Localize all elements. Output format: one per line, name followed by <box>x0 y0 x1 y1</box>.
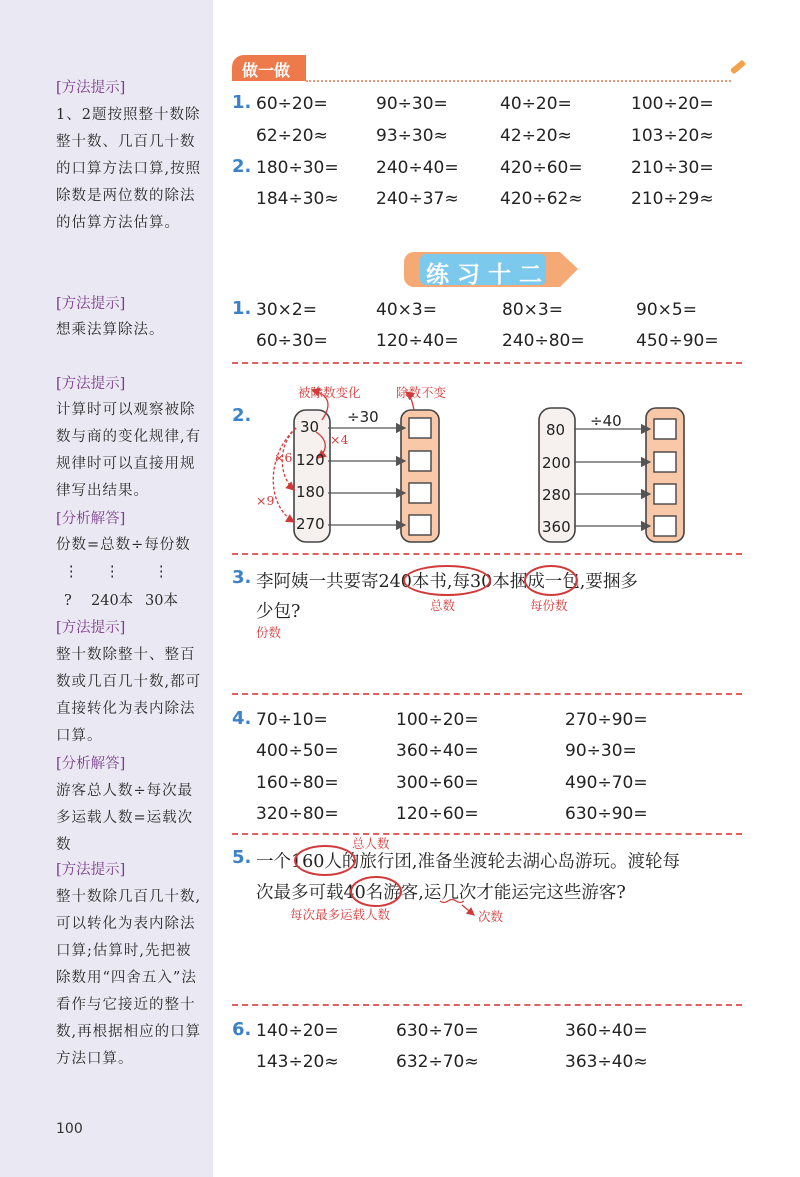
exercise: 30×2= <box>256 300 317 320</box>
exercise: 490÷70= <box>565 773 648 793</box>
exercise: 42÷20≈ <box>500 126 572 146</box>
divider <box>232 1004 742 1006</box>
analysis-heading: [分析解答] <box>56 511 126 527</box>
exercise: 62÷20≈ <box>256 126 328 146</box>
word-problem-line2: 少包? <box>256 602 301 622</box>
vertical-dots: ⋮ <box>154 564 169 580</box>
dividend-value: 200 <box>542 454 571 472</box>
dividend-value: 120 <box>296 451 325 469</box>
method-hint-heading: [方法提示] <box>56 620 126 636</box>
word-problem: 李阿姨一共要寄240本书,每30本捆成一包,要捆多 <box>256 572 638 592</box>
dividend-value: 80 <box>546 421 566 439</box>
method-hint-text: 整十数除整十、整百数或几百几十数,都可直接转化为表内除法口算。 <box>56 647 202 744</box>
section-tag: 做一做 <box>242 61 291 80</box>
analysis-value: ? <box>64 593 72 609</box>
exercise: 420÷60= <box>500 158 583 178</box>
method-hint-heading: [方法提示] <box>56 376 126 392</box>
question-number: 4. <box>232 708 252 729</box>
exercise: 143÷20≈ <box>256 1052 339 1072</box>
exercise-title: 练习十二 <box>426 262 550 288</box>
annotation: 每次最多运载人数 <box>290 907 391 922</box>
vertical-dots: ⋮ <box>105 564 120 580</box>
exercise: 40÷20= <box>500 94 572 114</box>
exercise: 363÷40≈ <box>565 1052 648 1072</box>
dividend-value: 270 <box>296 515 325 533</box>
word-problem: 一个160人的旅行团,准备坐渡轮去湖心岛游玩。渡轮每 <box>256 852 680 872</box>
annotation: 除数不变 <box>396 385 447 400</box>
exercise: 180÷30= <box>256 158 339 178</box>
analysis-value: 240本 <box>91 593 134 609</box>
exercise: 93÷30≈ <box>376 126 448 146</box>
exercise: 270÷90= <box>565 710 648 730</box>
analysis-text: 份数=总数÷每份数 <box>56 537 191 553</box>
analysis-heading: [分析解答] <box>56 756 126 772</box>
exercise: 210÷29≈ <box>631 189 714 209</box>
exercise: 90÷30= <box>565 741 637 761</box>
question-number: 5. <box>232 847 252 868</box>
exercise: 400÷50= <box>256 741 339 761</box>
exercise: 184÷30≈ <box>256 189 339 209</box>
method-hint-text: 整十数除几百几十数,可以转化为表内除法口算;估算时,先把被除数用“四舍五入”法看作与它接近的整十数,再根据相应的口算方法口算。 <box>56 889 202 1067</box>
exercise: 360÷40= <box>565 1021 648 1041</box>
page-number: 100 <box>56 1121 83 1137</box>
exercise: 60÷30= <box>256 331 328 351</box>
operation-label: ÷40 <box>590 412 622 430</box>
dividend-value: 360 <box>542 518 571 536</box>
exercise: 300÷60= <box>396 773 479 793</box>
annotation: ×6 <box>274 450 293 465</box>
method-hint-text: 1、2题按照整十数除整十数、几百几十数的口算方法口算,按照除数是两位数的除法的估算方法估算。 <box>56 107 202 231</box>
question-number: 2. <box>232 405 252 426</box>
highlight-per: 40名 <box>343 883 384 903</box>
dividend-value: 30 <box>300 418 320 436</box>
exercise: 160÷80= <box>256 773 339 793</box>
exercise: 210÷30= <box>631 158 714 178</box>
exercise: 320÷80= <box>256 804 339 824</box>
exercise: 420÷62≈ <box>500 189 583 209</box>
highlight-per: 30本 <box>469 572 510 592</box>
exercise: 40×3= <box>376 300 437 320</box>
annotation: 总数 <box>430 598 456 613</box>
exercise: 100÷20= <box>396 710 479 730</box>
method-hint-heading: [方法提示] <box>56 862 126 878</box>
exercise: 360÷40= <box>396 741 479 761</box>
exercise: 630÷90= <box>565 804 648 824</box>
dividend-value: 280 <box>542 486 571 504</box>
annotation: 总人数 <box>352 836 390 851</box>
exercise: 80×3= <box>502 300 563 320</box>
question-number: 6. <box>232 1019 252 1040</box>
highlight-total: 160人 <box>291 852 342 872</box>
exercise: 630÷70= <box>396 1021 479 1041</box>
exercise: 632÷70≈ <box>396 1052 479 1072</box>
word-problem-line2: 次最多可载40名游客,运几次才能运完这些游客? <box>256 883 626 903</box>
highlight-total: 240本书 <box>378 572 447 592</box>
method-hint-heading: [方法提示] <box>56 296 126 312</box>
annotation: 每份数 <box>530 598 568 613</box>
annotation: 被除数变化 <box>298 385 361 400</box>
exercise: 450÷90= <box>636 331 719 351</box>
annotation: ×9 <box>256 493 275 508</box>
annotation: 次数 <box>478 909 504 924</box>
exercise: 100÷20= <box>631 94 714 114</box>
exercise: 240÷40= <box>376 158 459 178</box>
dividend-value: 180 <box>296 483 325 501</box>
question-number: 1. <box>232 298 252 319</box>
exercise: 240÷80= <box>502 331 585 351</box>
annotation-arrow <box>462 905 474 915</box>
method-hint-text: 想乘法算除法。 <box>56 322 165 338</box>
exercise: 140÷20= <box>256 1021 339 1041</box>
exercise: 70÷10= <box>256 710 328 730</box>
question-number: 3. <box>232 567 252 588</box>
question-number: 1. <box>232 92 252 113</box>
operation-label: ÷30 <box>347 408 379 426</box>
exercise: 240÷37≈ <box>376 189 459 209</box>
wavy-underline <box>440 900 464 903</box>
analysis-text: 游客总人数÷每次最多运载人数=运载次数 <box>56 783 194 853</box>
exercise: 120÷60= <box>396 804 479 824</box>
exercise: 103÷20≈ <box>631 126 714 146</box>
method-hint-text: 计算时可以观察被除数与商的变化规律,有规律时可以直接用规律写出结果。 <box>56 402 202 499</box>
annotation: 份数 <box>256 625 282 640</box>
annotation: ×4 <box>330 432 349 447</box>
exercise: 90÷30= <box>376 94 448 114</box>
question-number: 2. <box>232 156 252 177</box>
analysis-value: 30本 <box>145 593 178 609</box>
exercise: 60÷20= <box>256 94 328 114</box>
vertical-dots: ⋮ <box>64 564 79 580</box>
exercise: 120÷40= <box>376 331 459 351</box>
method-hint-heading: [方法提示] <box>56 80 126 96</box>
exercise: 90×5= <box>636 300 697 320</box>
